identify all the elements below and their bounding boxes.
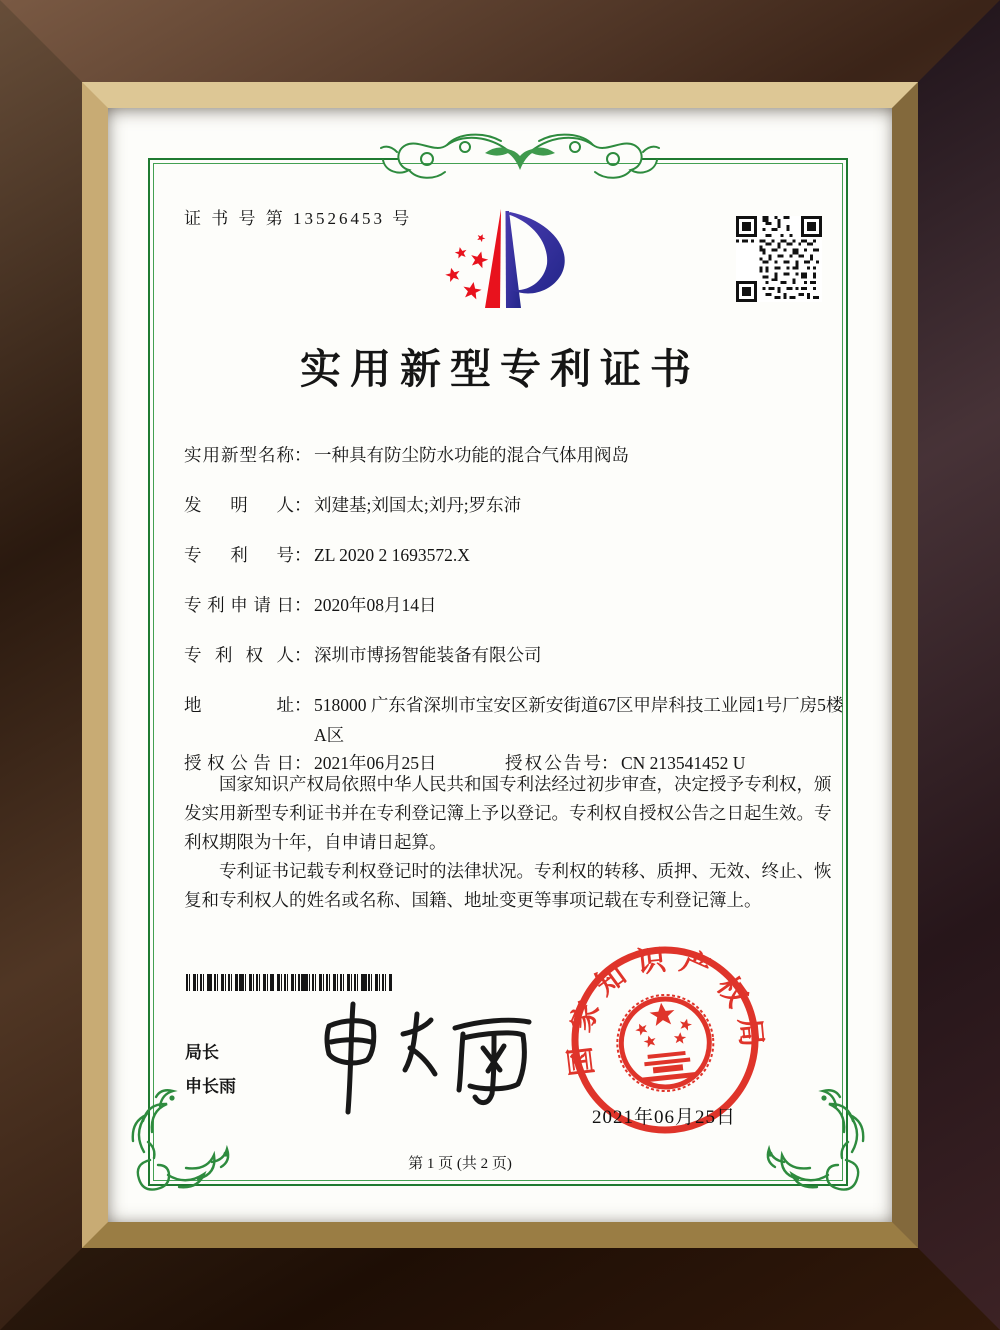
field-value: ZL 2020 2 1693572.X (314, 545, 470, 565)
field-row-filing-date (184, 590, 844, 620)
field-label: 地址 (184, 695, 294, 715)
field-value: 深圳市博扬智能装备有限公司 (314, 645, 542, 665)
field-value: 2020年08月14日 (314, 595, 437, 615)
page-footer-text: 第 1 页 (共 2 页) (408, 1156, 512, 1172)
field-value: 518000 广东省深圳市宝安区新安街道67区甲岸科技工业园1号厂房5楼A区 (314, 695, 844, 745)
field-value: CN 213541452 U (621, 753, 746, 773)
field-label: 授权公告号 (505, 753, 601, 773)
field-label: 授权公告日 (184, 753, 294, 773)
field-colon: ： (294, 445, 312, 465)
barcode (186, 974, 392, 991)
seal-text: 国家知识产权局 (562, 943, 769, 1078)
signer-block (185, 1036, 236, 1104)
field-row-patent-no (184, 540, 844, 570)
signer-title: 局长 (185, 1043, 219, 1062)
field-colon: ： (294, 645, 312, 665)
field-value: 刘建基;刘国太;刘丹;罗东沛 (314, 495, 522, 515)
field-row-address (184, 690, 844, 750)
field-value: 一种具有防尘防水功能的混合气体用阀岛 (314, 445, 629, 465)
field-colon: ： (294, 495, 312, 515)
field-label: 实用新型名称 (184, 445, 294, 465)
seal-date: 2021年06月25日 (591, 1107, 736, 1128)
certificate-paper (108, 108, 892, 1222)
qr-code (736, 216, 822, 302)
field-colon: ： (294, 753, 312, 773)
certificate-title: 实用新型专利证书 (300, 346, 700, 392)
certificate-number: 证 书 号 第 13526453 号 (184, 209, 413, 228)
page-footer (108, 1152, 892, 1173)
signature (313, 996, 548, 1121)
field-label: 专利权人 (184, 645, 294, 665)
field-label: 专利号 (184, 545, 294, 565)
field-colon: ： (294, 595, 312, 615)
field-value: 2021年06月25日 (314, 753, 437, 773)
signer-name: 申长雨 (185, 1077, 236, 1096)
field-colon: ： (294, 695, 312, 715)
field-row-patentee (184, 640, 844, 670)
legal-paragraph-2: 专利证书记载专利权登记时的法律状况。专利权的转移、质押、无效、终止、恢复和专利权人的姓名或名称、国籍、地址变更等事项记载在专利登记簿上。 (184, 861, 832, 910)
field-label: 发明人 (184, 495, 294, 515)
field-label: 专利申请日 (184, 595, 294, 615)
legal-paragraph-1: 国家知识产权局依照中华人民共和国专利法经过初步审查，决定授予专利权，颁发实用新型专利证书并在专利登记簿上予以登记。专利权自授权公告之日起生效。专利权期限为十年，自申请日起算。 (184, 774, 832, 852)
field-row-name (184, 440, 844, 470)
field-row-inventor (184, 490, 844, 520)
field-colon: ： (294, 545, 312, 565)
field-colon: ： (601, 753, 619, 773)
legal-text (184, 770, 836, 915)
patent-office-logo-icon (434, 196, 596, 334)
